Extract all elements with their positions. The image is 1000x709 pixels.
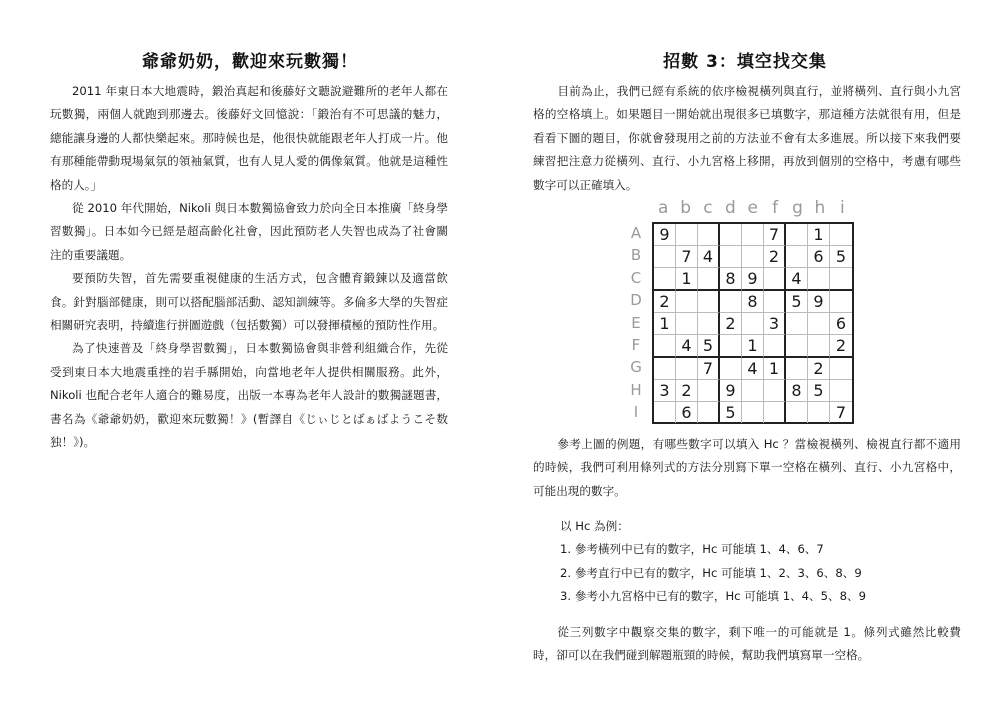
sudoku-cell: 1	[764, 358, 786, 380]
paragraph: 2011 年東日本大地震時，鍛治真起和後藤好文聽說避難所的老年人都在玩數獨，兩個人就跑到那邊去。後藤好文回憶說：「鍛治有不可思議的魅力，總能讓身邊的人都快樂起來。那時候也是，他很快就能跟老年人打成一片。他有那種能帶動現場氣氛的領袖氣質，也有人見人愛的偶像氣質。他就是這種性格的人。」	[50, 84, 448, 192]
column-label: i	[839, 198, 845, 218]
column-label: d	[724, 198, 736, 218]
sudoku-cell	[720, 246, 742, 268]
sudoku-cell: 7	[764, 224, 786, 246]
sudoku-cell	[808, 268, 830, 291]
sudoku-cell: 1	[742, 335, 764, 358]
sudoku-cell	[786, 358, 808, 380]
row-label: I	[633, 403, 639, 422]
sudoku-cell: 6	[808, 246, 830, 268]
sudoku-cell	[830, 268, 852, 291]
sudoku-cell: 7	[835, 403, 847, 422]
sudoku-cell: 1	[676, 268, 698, 291]
left-page-title: 爺爺奶奶，歡迎來玩數獨！	[142, 52, 358, 72]
sudoku-cell	[764, 402, 786, 423]
sudoku-cell	[720, 291, 742, 313]
sudoku-cell	[654, 358, 676, 380]
sudoku-puzzle	[624, 196, 856, 426]
sudoku-cell	[764, 335, 786, 358]
sudoku-cell	[654, 268, 676, 291]
sudoku-cell: 8	[786, 380, 808, 402]
sudoku-cell: 9	[720, 380, 742, 402]
row-label: E	[631, 313, 641, 332]
right-page	[500, 0, 1000, 709]
sudoku-cell	[742, 224, 764, 246]
sudoku-cell	[720, 224, 742, 246]
sudoku-cell	[764, 268, 786, 291]
right-page-title: 招數 3：填空找交集	[663, 52, 827, 72]
sudoku-cell	[676, 224, 698, 246]
sudoku-cell: 9	[654, 224, 676, 246]
sudoku-cell	[720, 358, 742, 380]
column-label: b	[680, 198, 691, 218]
row-label: F	[631, 335, 641, 354]
sudoku-cell	[742, 380, 764, 402]
sudoku-cell: 2	[676, 380, 698, 402]
sudoku-cell	[676, 291, 698, 313]
conclusion-text	[533, 621, 961, 668]
row-label: D	[630, 291, 642, 310]
sudoku-cell	[676, 313, 698, 335]
sudoku-cell: 7	[698, 358, 720, 380]
column-label: f	[772, 198, 779, 218]
row-label: G	[630, 358, 642, 377]
sudoku-cell: 2	[830, 335, 852, 358]
sudoku-cell: 3	[764, 313, 786, 335]
paragraph: 從 2010 年代開始，Nikoli 與日本數獨協會致力於向全日本推廣「終身學習數獨」。日本如今已經是超高齡化社會，因此預防老人失智也成為了社會關注的重要議題。	[50, 201, 448, 262]
row-label: H	[630, 380, 642, 399]
sudoku-cell	[742, 246, 764, 268]
left-page-body	[50, 80, 448, 455]
sudoku-cell	[830, 291, 852, 313]
sudoku-cell: 4	[676, 335, 698, 358]
column-label: g	[792, 198, 803, 218]
sudoku-cell	[830, 224, 852, 246]
column-label: h	[814, 198, 826, 218]
sudoku-cell: 4	[698, 246, 720, 268]
sudoku-cell: 5	[830, 246, 852, 268]
sudoku-cell: 5	[786, 291, 808, 313]
sudoku-cell	[742, 402, 764, 423]
sudoku-cell: 3	[654, 380, 676, 402]
sudoku-cell	[654, 246, 676, 268]
example-list	[560, 515, 960, 609]
sudoku-cell: 5	[698, 335, 720, 358]
row-label: A	[630, 224, 642, 242]
sudoku-cell	[742, 313, 764, 335]
column-label: a	[657, 198, 669, 218]
paragraph: 為了快速普及「終身學習數獨」，日本數獨協會與非營利組織合作，先從受到東日本大地震重挫的岩手縣開始，向當地老年人提供相關服務。此外，Nikoli 也配合老年人適合的難易度，出版一本專為老年人設計的數獨謎題書，書名為《爺爺奶奶，歡迎來玩數獨！》(暫譯自《じぃじとばぁばようこそ数独！》)。	[50, 341, 448, 450]
sudoku-cell: 6	[830, 313, 852, 335]
sudoku-cell: 5	[720, 402, 742, 423]
sudoku-cell	[654, 335, 676, 358]
sudoku-grid	[652, 222, 854, 424]
sudoku-cell: 2	[764, 246, 786, 268]
sudoku-cell	[764, 380, 786, 402]
paragraph: 參考上圖的例題，有哪些數字可以填入 Hc ？當檢視橫列、檢視直行都不適用的時候，我們可利用條列式的方法分別寫下單一空格在橫列、直行、小九宮格中，可能出現的數字。	[533, 437, 961, 498]
sudoku-cell: 2	[808, 358, 830, 380]
example-lead: 以 Hc 為例：	[560, 519, 629, 533]
column-label: c	[703, 198, 713, 218]
sudoku-cell: 4	[742, 358, 764, 380]
paragraph: 目前為止，我們已經有系統的依序檢視橫列與直行，並將橫列、直行與小九宮格的空格填上。如果題目一開始就出現很多已填數字，那這種方法就很有用，但是看看下圖的題目，你就會發現用之前的方法並不會有太多進展。所以接下來我們要練習把注意力從橫列、直行、小九宮格上移開，再放到個別的空格中，考慮有哪些數字可以正確填入。	[533, 84, 961, 192]
sudoku-cell	[786, 224, 808, 246]
sudoku-cell	[830, 380, 852, 402]
sudoku-cell	[698, 268, 720, 291]
sudoku-cell: 6	[676, 402, 698, 423]
after-grid-text	[533, 433, 961, 503]
sudoku-cell: 8	[742, 291, 764, 313]
sudoku-cell: 5	[808, 380, 830, 402]
sudoku-cell	[698, 224, 720, 246]
paragraph: 要預防失智，首先需要重視健康的生活方式，包含體育鍛鍊以及適當飲食。針對腦部健康，則可以搭配腦部活動、認知訓練等。多倫多大學的失智症相關研究表明，持續進行拼圖遊戲（包括數獨）可以發揮積極的預防性作用。	[50, 271, 448, 333]
sudoku-cell: 1	[808, 224, 830, 246]
list-item: 2. 參考直行中已有的數字，Hc 可能填 1、2、3、6、8、9	[560, 565, 862, 580]
column-labels	[652, 196, 854, 220]
sudoku-cell: 2	[654, 291, 676, 313]
sudoku-cell: 9	[808, 291, 830, 313]
sudoku-cell	[808, 313, 830, 335]
paragraph: 從三列數字中觀察交集的數字，剩下唯一的可能就是 1。條列式雖然比較費時，卻可以在我們碰到解題瓶頸的時候，幫助我們填寫單一空格。	[533, 625, 961, 663]
sudoku-cell	[786, 246, 808, 268]
sudoku-cell	[786, 313, 808, 335]
sudoku-cell	[830, 358, 852, 380]
list-item: 1. 參考橫列中已有的數字，Hc 可能填 1、4、6、7	[560, 542, 824, 557]
sudoku-cell	[720, 335, 742, 358]
sudoku-cell: 7	[676, 246, 698, 268]
list-item: 3. 參考小九宮格中已有的數字，Hc 可能填 1、4、5、8、9	[560, 589, 866, 604]
row-label: C	[630, 268, 642, 287]
sudoku-cell	[654, 402, 676, 423]
sudoku-cell	[808, 402, 830, 423]
intro-text	[533, 80, 961, 197]
sudoku-cell	[808, 335, 830, 358]
sudoku-cell	[698, 380, 720, 402]
sudoku-cell: 9	[742, 268, 764, 291]
sudoku-cell	[698, 402, 720, 423]
sudoku-cell	[786, 335, 808, 358]
sudoku-cell	[698, 291, 720, 313]
sudoku-cell	[698, 313, 720, 335]
sudoku-cell	[786, 402, 808, 423]
sudoku-cell	[676, 358, 698, 380]
sudoku-cell: 1	[654, 313, 676, 335]
row-labels	[624, 222, 648, 424]
row-label: B	[630, 246, 642, 265]
sudoku-cell	[764, 291, 786, 313]
column-label: e	[747, 198, 758, 218]
sudoku-cell: 2	[720, 313, 742, 335]
sudoku-cell: 4	[786, 268, 808, 291]
sudoku-cell: 8	[720, 268, 742, 291]
